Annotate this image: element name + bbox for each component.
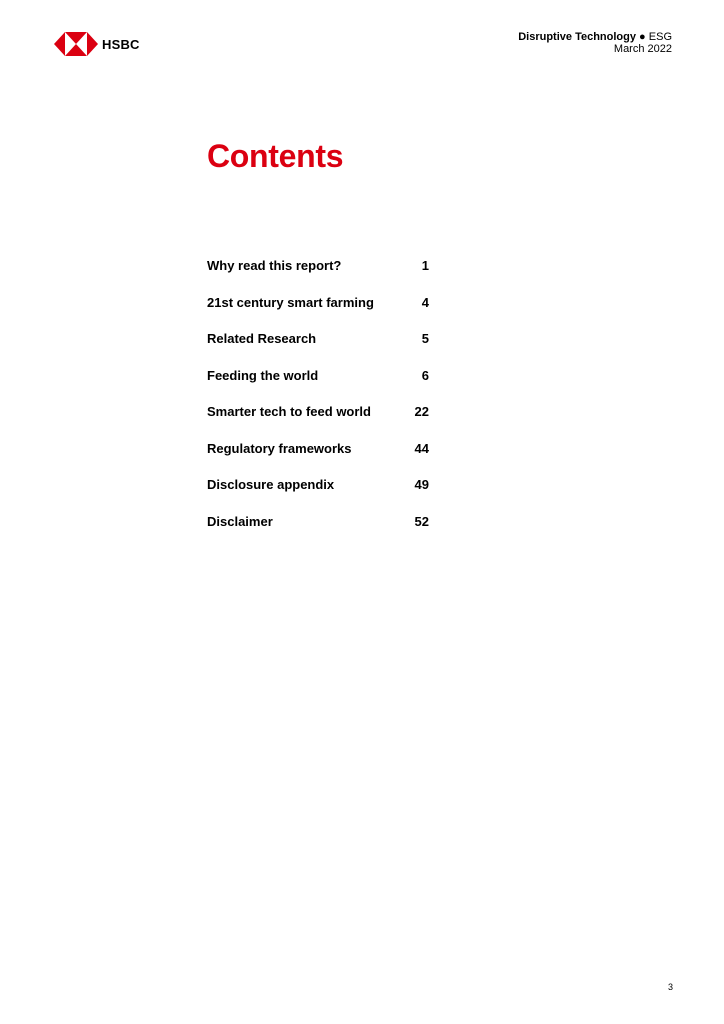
toc-entry-label: Feeding the world [207, 367, 319, 383]
toc-entry-page: 22 [414, 404, 429, 419]
toc-entry[interactable] [207, 368, 429, 405]
toc-entry[interactable] [207, 404, 429, 441]
report-series: Disruptive Technology [518, 31, 636, 43]
hsbc-hexagon-icon [54, 32, 98, 56]
toc-entry-page: 49 [414, 477, 429, 492]
toc-entry-page: 52 [414, 513, 429, 529]
toc-entry-page: 44 [414, 440, 429, 456]
toc-entry-label: Disclaimer [207, 513, 273, 529]
report-topic: ESG [648, 31, 672, 43]
page-title: Contents [207, 138, 344, 174]
toc-entry-label: Related Research [207, 331, 317, 346]
toc-entry[interactable] [207, 331, 429, 368]
toc-entry-label: Regulatory frameworks [207, 440, 352, 456]
toc-entry-page: 6 [421, 367, 429, 383]
toc-entry[interactable] [207, 441, 429, 478]
toc-entry[interactable] [207, 514, 429, 551]
hsbc-logo [54, 32, 140, 56]
page-number: 3 [667, 982, 673, 992]
report-series-line [518, 31, 672, 43]
report-header [518, 31, 672, 55]
toc-entry-label: Disclosure appendix [207, 477, 335, 492]
bullet-separator: ● [639, 31, 646, 43]
toc-entry-label: Smarter tech to feed world [207, 404, 371, 419]
toc-entry-page: 1 [421, 258, 429, 273]
toc-entry[interactable] [207, 295, 429, 332]
table-of-contents [207, 258, 429, 550]
logo-wordmark: HSBC [102, 36, 140, 52]
toc-entry[interactable] [207, 477, 429, 514]
toc-entry-page: 4 [421, 294, 429, 310]
toc-entry-label: Why read this report? [207, 258, 342, 273]
report-date: March 2022 [613, 43, 672, 55]
toc-entry[interactable] [207, 258, 429, 295]
toc-entry-label: 21st century smart farming [207, 294, 374, 310]
toc-entry-page: 5 [421, 331, 429, 346]
